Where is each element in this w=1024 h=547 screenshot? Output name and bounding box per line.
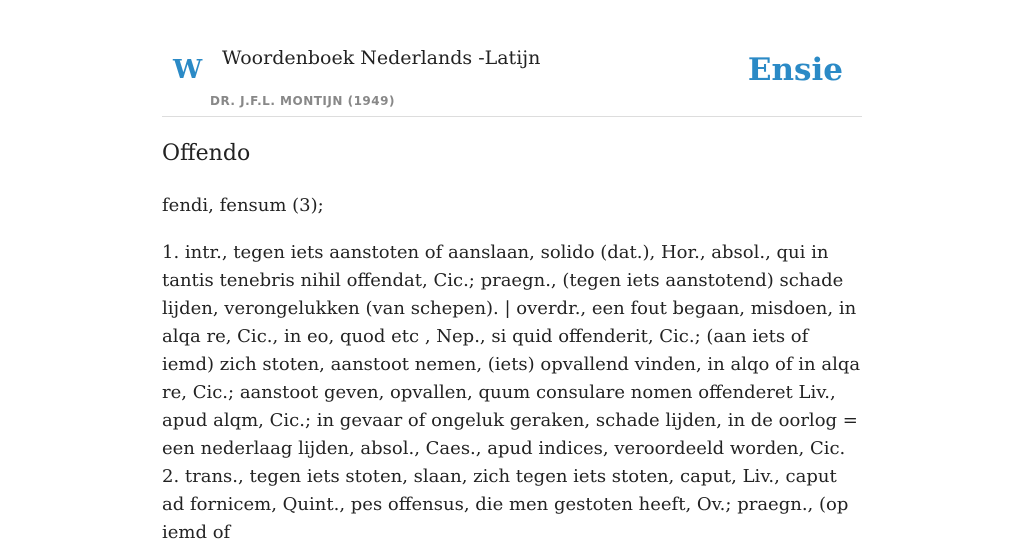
brand-logo[interactable]: Ensie (747, 52, 843, 88)
entry-title: Offendo (162, 141, 251, 166)
page (162, 0, 862, 543)
book-title[interactable]: Woordenboek Nederlands -Latijn (222, 47, 541, 69)
entry-definition (162, 239, 862, 547)
sense-2: 2. trans., tegen iets stoten, slaan, zich tegen iets stoten, caput, Liv., caput ad fornicem, Quint., pes offensus, die men gestoten heeft, Ov.; praegn., (op iemd of (162, 466, 849, 543)
entry-grammar: fendi, fensum (3); (162, 195, 324, 216)
book-author: DR. J.F.L. MONTIJN (1949) (210, 94, 395, 108)
header (162, 0, 862, 117)
sense-1: 1. intr., tegen iets aanstoten of aanslaan, solido (dat.), Hor., absol., qui in tantis tenebris nihil offendat, Cic.; praegn., (tegen iets aanstotend) schade lijden, verongelukken (van schepen). | overdr., een fout begaan, misdoen, in alqa re, Cic., in eo, quod etc , Nep., si quid offenderit, Cic.; (aan iets of iemd) zich stoten, aanstoot nemen, (iets) opvallend vinden, in alqo of in alqa re, Cic.; aanstoot geven, opvallen, quum consulare nomen offenderet Liv., apud alqm, Cic.; in gevaar of ongeluk geraken, schade lijden, in de oorlog = een nederlaag lijden, absol., Caes., apud indices, veroordeeld worden, Cic. (162, 242, 861, 459)
book-logo-icon[interactable]: W (173, 55, 203, 85)
